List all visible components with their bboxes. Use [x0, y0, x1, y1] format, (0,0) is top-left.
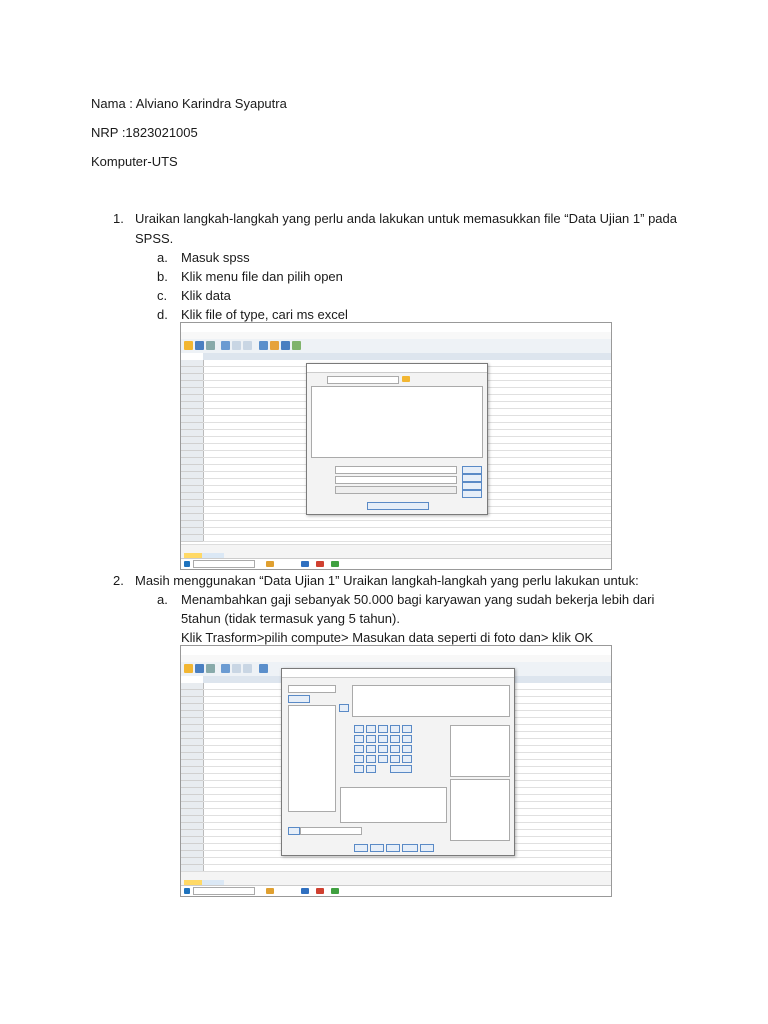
- cancel-button[interactable]: [402, 844, 418, 852]
- open-folder-icon: [184, 341, 193, 350]
- redo-icon: [243, 664, 252, 673]
- help-button[interactable]: [420, 844, 434, 852]
- step-2a-text-cont: 5tahun (tidak termasuk yang 5 tahun).: [181, 611, 400, 626]
- step-1c-letter: c.: [157, 288, 168, 303]
- step-2a-letter: a.: [157, 592, 168, 607]
- question-1-text-cont: SPSS.: [135, 231, 174, 246]
- taskbar-search-box[interactable]: [193, 887, 255, 895]
- taskbar-app-icon[interactable]: [316, 561, 324, 567]
- step-1a-text: Masuk spss: [181, 250, 250, 265]
- step-1c-text: Klik data: [181, 288, 231, 303]
- variables-icon: [270, 341, 279, 350]
- taskbar-app-icon[interactable]: [331, 561, 339, 567]
- paste-button[interactable]: [370, 844, 384, 852]
- function-group-list[interactable]: [450, 725, 510, 777]
- step-1b-letter: b.: [157, 269, 168, 284]
- question-2-number: 2.: [113, 573, 124, 588]
- step-1d-letter: d.: [157, 307, 168, 322]
- taskbar-app-icon[interactable]: [301, 561, 309, 567]
- open-data-dialog: [306, 363, 488, 515]
- screenshot-spss-compute-variable: [180, 645, 612, 897]
- file-name-input[interactable]: [335, 466, 457, 474]
- variable-list[interactable]: [288, 705, 336, 812]
- goto-case-icon: [259, 341, 268, 350]
- step-1b-text: Klik menu file dan pilih open: [181, 269, 343, 284]
- taskbar-app-icon[interactable]: [331, 888, 339, 894]
- folder-up-icon[interactable]: [402, 376, 410, 382]
- file-list[interactable]: [311, 386, 483, 458]
- look-in-select[interactable]: [327, 376, 399, 384]
- help-button[interactable]: [462, 490, 482, 498]
- student-name: Nama : Alviano Karindra Syaputra: [91, 96, 287, 111]
- course-title: Komputer-UTS: [91, 154, 178, 169]
- compute-variable-dialog: [281, 668, 515, 856]
- save-icon: [195, 664, 204, 673]
- calculator-keypad[interactable]: [352, 723, 422, 773]
- dialog-recall-icon: [221, 341, 230, 350]
- question-2-text: Masih menggunakan “Data Ujian 1” Uraikan langkah-langkah yang perlu lakukan untuk:: [135, 573, 639, 588]
- windows-start-icon[interactable]: [184, 888, 190, 894]
- save-icon: [195, 341, 204, 350]
- taskbar-app-icon[interactable]: [266, 888, 274, 894]
- taskbar-search-box[interactable]: [193, 560, 255, 568]
- insert-case-icon: [292, 341, 301, 350]
- taskbar-app-icon[interactable]: [301, 888, 309, 894]
- undo-icon: [232, 341, 241, 350]
- encoding-select: [335, 486, 457, 494]
- student-nrp: NRP :1823021005: [91, 125, 198, 140]
- undo-icon: [232, 664, 241, 673]
- find-icon: [281, 341, 290, 350]
- step-1a-letter: a.: [157, 250, 168, 265]
- paste-button[interactable]: [462, 474, 482, 482]
- files-of-type-select[interactable]: [335, 476, 457, 484]
- print-icon: [206, 341, 215, 350]
- goto-case-icon: [259, 664, 268, 673]
- reset-button[interactable]: [386, 844, 400, 852]
- ok-button[interactable]: [354, 844, 368, 852]
- function-description-box: [340, 787, 447, 823]
- open-button[interactable]: [462, 466, 482, 474]
- if-condition-text: [300, 827, 362, 835]
- redo-icon: [243, 341, 252, 350]
- step-1d-text: Klik file of type, cari ms excel: [181, 307, 348, 322]
- taskbar-app-icon[interactable]: [266, 561, 274, 567]
- windows-start-icon[interactable]: [184, 561, 190, 567]
- if-button[interactable]: [288, 827, 300, 835]
- functions-special-variables-list[interactable]: [450, 779, 510, 841]
- print-icon: [206, 664, 215, 673]
- question-1-number: 1.: [113, 211, 124, 226]
- open-folder-icon: [184, 664, 193, 673]
- move-variable-arrow-button[interactable]: [339, 704, 349, 712]
- dialog-recall-icon: [221, 664, 230, 673]
- taskbar-app-icon[interactable]: [316, 888, 324, 894]
- numeric-expression-input[interactable]: [352, 685, 510, 717]
- screenshot-spss-open-data: [180, 322, 612, 570]
- type-label-button[interactable]: [288, 695, 310, 703]
- retrieve-from-repository-button[interactable]: [367, 502, 429, 510]
- target-variable-input[interactable]: [288, 685, 336, 693]
- step-2a-text: Menambahkan gaji sebanyak 50.000 bagi karyawan yang sudah bekerja lebih dari: [181, 592, 655, 607]
- cancel-button[interactable]: [462, 482, 482, 490]
- question-1-text: Uraikan langkah-langkah yang perlu anda lakukan untuk memasukkan file “Data Ujian 1” pada: [135, 211, 677, 226]
- step-2a-instruction: Klik Trasform>pilih compute> Masukan data seperti di foto dan> klik OK: [181, 630, 594, 645]
